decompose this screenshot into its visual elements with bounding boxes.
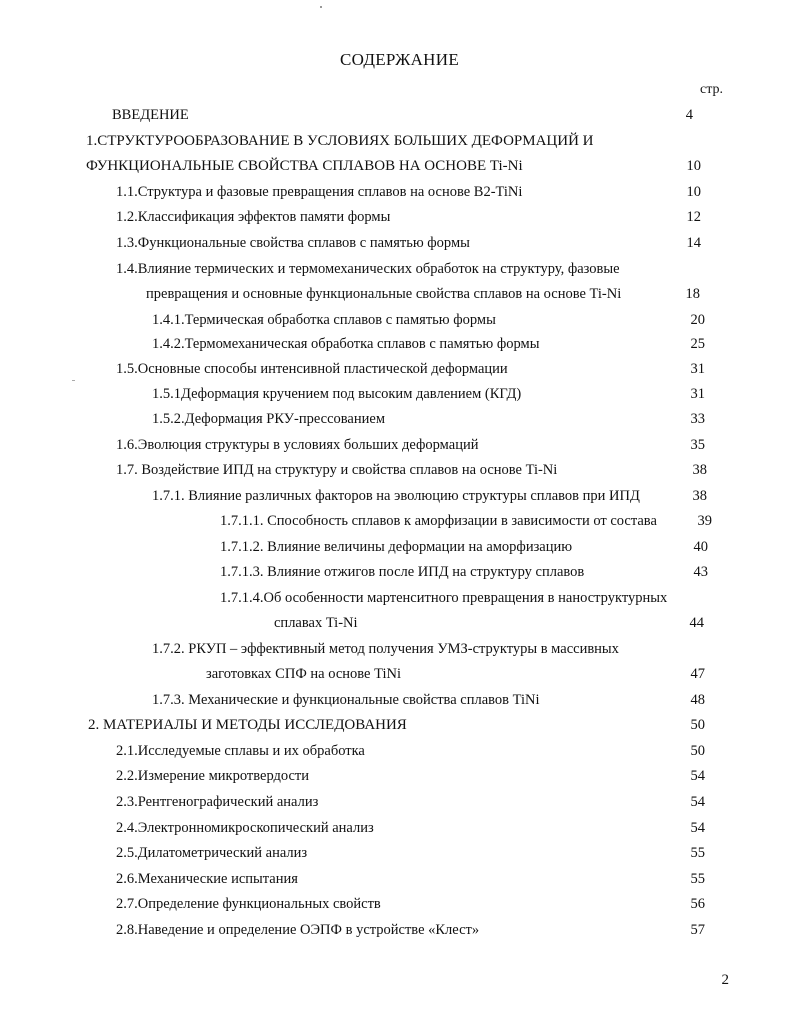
toc-page-number: 44 xyxy=(689,615,704,631)
toc-entry-1-4-1: 1.4.1.Термическая обработка сплавов с памятью формы xyxy=(152,312,496,328)
toc-entry-1-4-line-2: превращения и основные функциональные свойства сплавов на основе Ti-Ni xyxy=(146,286,622,302)
toc-page-number: 14 xyxy=(686,235,701,251)
toc-page-number: 35 xyxy=(690,437,705,453)
toc-entry-chapter-2: 2. МАТЕРИАЛЫ И МЕТОДЫ ИССЛЕДОВАНИЯ xyxy=(88,717,407,733)
toc-entry-1-7-3: 1.7.3. Механические и функциональные свойства сплавов TiNi xyxy=(152,692,540,708)
page-number: 2 xyxy=(721,972,729,988)
toc-entry-1-4-line-1: 1.4.Влияние термических и термомеханических обработок на структуру, фазовые xyxy=(116,261,620,277)
toc-page-number: 54 xyxy=(690,820,705,836)
toc-page-number: 54 xyxy=(690,794,705,810)
toc-entry-1-5: 1.5.Основные способы интенсивной пластической деформации xyxy=(116,361,508,377)
toc-page-number: 55 xyxy=(690,871,705,887)
toc-page-number: 25 xyxy=(690,336,705,352)
toc-entry-1-6: 1.6.Эволюция структуры в условиях больших деформаций xyxy=(116,437,479,453)
toc-entry-1-7-1-3: 1.7.1.3. Влияние отжигов после ИПД на структуру сплавов xyxy=(220,564,585,580)
toc-page-number: 48 xyxy=(690,692,705,708)
toc-entry-1-7-1-2: 1.7.1.2. Влияние величины деформации на аморфизацию xyxy=(220,539,573,555)
toc-page-number: 31 xyxy=(690,386,705,402)
toc-page-number: 54 xyxy=(690,768,705,784)
toc-entry-2-8: 2.8.Наведение и определение ОЭПФ в устройстве «Клест» xyxy=(116,922,480,938)
toc-page-number: 12 xyxy=(686,209,701,225)
toc-entry-1-7-1-4-line-1: 1.7.1.4.Об особенности мартенситного превращения в наноструктурных xyxy=(220,590,668,606)
toc-page-number: 38 xyxy=(692,462,707,478)
toc-page-number: 18 xyxy=(685,286,700,302)
toc-page-number: 38 xyxy=(692,488,707,504)
toc-entry-2-5: 2.5.Дилатометрический анализ xyxy=(116,845,308,861)
toc-page-number: 43 xyxy=(693,564,708,580)
toc-entry-2-1: 2.1.Исследуемые сплавы и их обработка xyxy=(116,743,365,759)
toc-entry-1-5-2: 1.5.2.Деформация РКУ-прессованием xyxy=(152,411,385,427)
toc-entry-1-7-1: 1.7.1. Влияние различных факторов на эволюцию структуры сплавов при ИПД xyxy=(152,488,640,504)
page-column-label: стр. xyxy=(699,82,723,97)
toc-page-number: 4 xyxy=(685,107,693,123)
toc-entry-1-4-2: 1.4.2.Термомеханическая обработка сплавов с памятью формы xyxy=(152,336,540,352)
page-title: СОДЕРЖАНИЕ xyxy=(339,50,460,69)
toc-entry-1-7-1-1: 1.7.1.1. Способность сплавов к аморфизации в зависимости от состава xyxy=(220,513,657,529)
toc-page-number: 50 xyxy=(690,717,705,733)
toc-page-number: 57 xyxy=(690,922,705,938)
toc-entry-introduction: ВВЕДЕНИЕ xyxy=(112,107,189,123)
toc-page-number: 31 xyxy=(690,361,705,377)
toc-entry-2-7: 2.7.Определение функциональных свойств xyxy=(116,896,381,912)
toc-page-number: 10 xyxy=(686,158,701,174)
toc-page-number: 33 xyxy=(690,411,705,427)
toc-page-number: 20 xyxy=(690,312,705,328)
toc-entry-1-7-2-line-2: заготовках СПФ на основе TiNi xyxy=(206,666,401,682)
toc-entry-2-4: 2.4.Электронномикроскопический анализ xyxy=(116,820,374,836)
toc-entry-chapter-1-line-1: 1.СТРУКТУРООБРАЗОВАНИЕ В УСЛОВИЯХ БОЛЬШИХ ДЕФОРМАЦИЙ И xyxy=(86,133,594,149)
toc-page-number: 55 xyxy=(690,845,705,861)
toc-page-number: 40 xyxy=(693,539,708,555)
toc-page-number: 50 xyxy=(690,743,705,759)
toc-entry-1-7-2-line-1: 1.7.2. РКУП – эффективный метод получения УМЗ-структуры в массивных xyxy=(152,641,619,657)
toc-page-number: 56 xyxy=(690,896,705,912)
toc-entry-2-6: 2.6.Механические испытания xyxy=(116,871,298,887)
toc-entry-1-3: 1.3.Функциональные свойства сплавов с памятью формы xyxy=(116,235,470,251)
toc-entry-1-7: 1.7. Воздействие ИПД на структуру и свойства сплавов на основе Ti-Ni xyxy=(116,462,558,478)
toc-page-number: 39 xyxy=(697,513,712,529)
toc-page-number: 47 xyxy=(690,666,705,682)
toc-entry-1-7-1-4-line-2: сплавах Ti-Ni xyxy=(274,615,358,631)
toc-entry-1-1: 1.1.Структура и фазовые превращения сплавов на основе B2-TiNi xyxy=(116,184,523,200)
toc-entry-2-3: 2.3.Рентгенографический анализ xyxy=(116,794,319,810)
toc-entry-1-2: 1.2.Классификация эффектов памяти формы xyxy=(116,209,391,225)
toc-page-number: 10 xyxy=(686,184,701,200)
toc-entry-1-5-1: 1.5.1Деформация кручением под высоким давлением (КГД) xyxy=(152,386,522,402)
toc-entry-2-2: 2.2.Измерение микротвердости xyxy=(116,768,310,784)
toc-entry-chapter-1-line-2: ФУНКЦИОНАЛЬНЫЕ СВОЙСТВА СПЛАВОВ НА ОСНОВЕ Ti-Ni xyxy=(86,158,523,174)
